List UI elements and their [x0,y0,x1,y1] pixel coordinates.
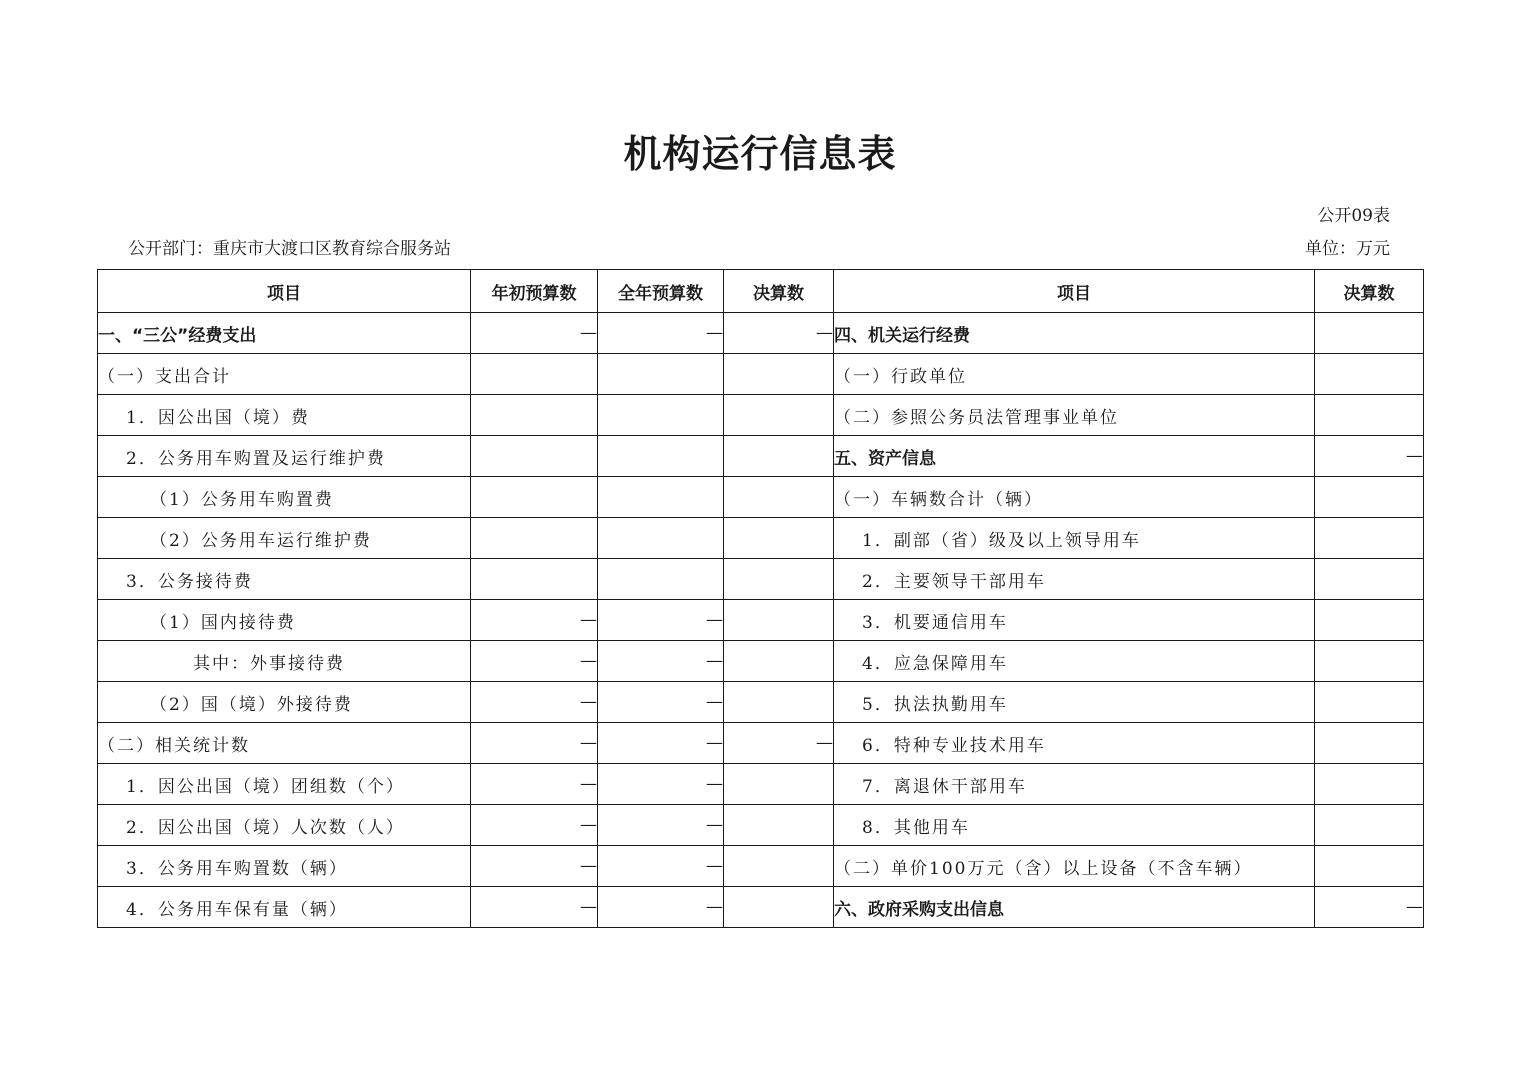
left-item-label: 1．因公出国（境）费 [98,395,471,436]
initial-budget-cell: — [471,600,598,641]
page-title: 机构运行信息表 [623,132,897,176]
left-item-label: （一）支出合计 [98,354,471,395]
full-year-budget-cell [598,436,724,477]
table-row [98,518,1424,559]
left-item-label: （2）国（境）外接待费 [98,682,471,723]
right-final-account-cell: — [1315,887,1424,928]
header-full-year-budget: 全年预算数 [598,270,724,313]
table-body [98,313,1424,928]
full-year-budget-cell: — [598,313,724,354]
final-account-cell [724,641,834,682]
final-account-cell [724,436,834,477]
full-year-budget-cell [598,354,724,395]
table-row [98,723,1424,764]
right-item-label: （二）单价100万元（含）以上设备（不含车辆） [834,846,1315,887]
table-row [98,600,1424,641]
right-final-account-cell [1315,559,1424,600]
final-account-cell: — [724,723,834,764]
right-final-account-cell [1315,805,1424,846]
final-account-cell [724,518,834,559]
left-item-label: （1）国内接待费 [98,600,471,641]
info-table [97,269,1424,928]
right-item-label: 4．应急保障用车 [834,641,1315,682]
full-year-budget-cell: — [598,764,724,805]
initial-budget-cell [471,436,598,477]
initial-budget-cell [471,559,598,600]
right-item-label: 1．副部（省）级及以上领导用车 [834,518,1315,559]
table-row [98,313,1424,354]
right-final-account-cell [1315,641,1424,682]
table-row [98,395,1424,436]
left-item-label: 4．公务用车保有量（辆） [98,887,471,928]
initial-budget-cell [471,395,598,436]
left-item-label: 2．因公出国（境）人次数（人） [98,805,471,846]
header-final-account: 决算数 [724,270,834,313]
full-year-budget-cell [598,518,724,559]
right-item-label: （二）参照公务员法管理事业单位 [834,395,1315,436]
right-item-label: 五、资产信息 [834,436,1315,477]
left-item-label: （二）相关统计数 [98,723,471,764]
right-final-account-cell [1315,518,1424,559]
final-account-cell [724,559,834,600]
initial-budget-cell: — [471,723,598,764]
initial-budget-cell [471,477,598,518]
final-account-cell [724,805,834,846]
full-year-budget-cell: — [598,723,724,764]
table-row [98,887,1424,928]
table-row [98,641,1424,682]
initial-budget-cell [471,518,598,559]
full-year-budget-cell: — [598,887,724,928]
right-item-label: 3．机要通信用车 [834,600,1315,641]
right-item-label: （一）车辆数合计（辆） [834,477,1315,518]
unit-label: 单位：万元 [1305,239,1390,259]
right-final-account-cell [1315,723,1424,764]
left-item-label: 3．公务用车购置数（辆） [98,846,471,887]
left-item-label: 3．公务接待费 [98,559,471,600]
right-item-label: 8．其他用车 [834,805,1315,846]
right-item-label: 四、机关运行经费 [834,313,1315,354]
full-year-budget-cell: — [598,600,724,641]
right-final-account-cell [1315,764,1424,805]
table-row [98,805,1424,846]
department-label: 公开部门：重庆市大渡口区教育综合服务站 [128,239,451,259]
final-account-cell [724,395,834,436]
right-final-account-cell [1315,354,1424,395]
final-account-cell [724,764,834,805]
left-item-label: 其中：外事接待费 [98,641,471,682]
final-account-cell [724,354,834,395]
table-row [98,846,1424,887]
table-row [98,354,1424,395]
full-year-budget-cell: — [598,846,724,887]
final-account-cell [724,887,834,928]
right-final-account-cell [1315,313,1424,354]
right-item-label: 六、政府采购支出信息 [834,887,1315,928]
final-account-cell [724,846,834,887]
right-item-label: 5．执法执勤用车 [834,682,1315,723]
right-final-account-cell [1315,395,1424,436]
initial-budget-cell: — [471,313,598,354]
right-final-account-cell [1315,682,1424,723]
left-item-label: 2．公务用车购置及运行维护费 [98,436,471,477]
right-item-label: 2．主要领导干部用车 [834,559,1315,600]
initial-budget-cell: — [471,846,598,887]
left-item-label: 1．因公出国（境）团组数（个） [98,764,471,805]
header-item: 项目 [98,270,471,313]
right-item-label: 7．离退休干部用车 [834,764,1315,805]
table-row [98,477,1424,518]
right-final-account-cell: — [1315,436,1424,477]
left-item-label: （1）公务用车购置费 [98,477,471,518]
left-item-label: （2）公务用车运行维护费 [98,518,471,559]
right-final-account-cell [1315,846,1424,887]
left-item-label: 一、“三公”经费支出 [98,313,471,354]
form-number: 公开09表 [1317,206,1390,226]
header-initial-budget: 年初预算数 [471,270,598,313]
right-item-label: 6．特种专业技术用车 [834,723,1315,764]
full-year-budget-cell: — [598,805,724,846]
initial-budget-cell: — [471,641,598,682]
right-item-label: （一）行政单位 [834,354,1315,395]
final-account-cell: — [724,313,834,354]
full-year-budget-cell: — [598,682,724,723]
final-account-cell [724,682,834,723]
initial-budget-cell: — [471,887,598,928]
table-header-row [98,270,1424,313]
final-account-cell [724,600,834,641]
initial-budget-cell: — [471,805,598,846]
full-year-budget-cell [598,477,724,518]
table-row [98,559,1424,600]
initial-budget-cell: — [471,682,598,723]
table-row [98,682,1424,723]
header-final-account-right: 决算数 [1315,270,1424,313]
right-final-account-cell [1315,477,1424,518]
table-row [98,436,1424,477]
initial-budget-cell: — [471,764,598,805]
final-account-cell [724,477,834,518]
right-final-account-cell [1315,600,1424,641]
table-row [98,764,1424,805]
full-year-budget-cell [598,559,724,600]
full-year-budget-cell: — [598,641,724,682]
full-year-budget-cell [598,395,724,436]
initial-budget-cell [471,354,598,395]
header-item-right: 项目 [834,270,1315,313]
